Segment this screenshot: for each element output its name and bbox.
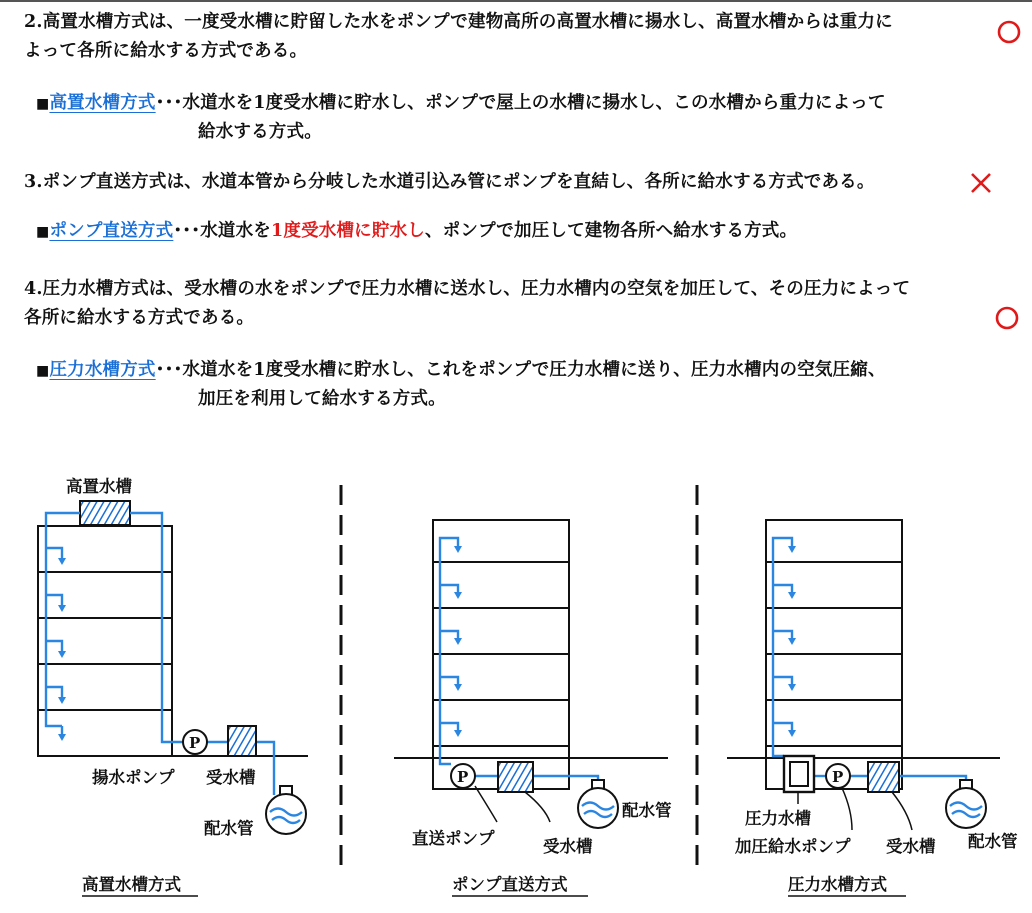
explanation-4-text: ･･･水道水を1度受水槽に貯水し、これをポンプで圧力水槽に送り、圧力水槽内の空気圧縮、 xyxy=(155,360,886,380)
explanation-2-line-2: 給水する方式。 xyxy=(198,122,322,142)
term-pressure-tank-link[interactable]: 圧力水槽方式 xyxy=(49,360,156,380)
pipe-network xyxy=(773,538,966,781)
receiving-tank-label: 受水槽 xyxy=(206,768,256,787)
diagram-pump-direct xyxy=(394,520,672,896)
bullet-square-icon: ■ xyxy=(36,96,50,112)
water-supply-diagrams xyxy=(0,440,1032,910)
elevated-tank-label: 高置水槽 xyxy=(66,477,132,496)
caption-pressure-tank: 圧力水槽方式 xyxy=(788,875,887,894)
question-4-line-1: 4.圧力水槽方式は、受水槽の水をポンプで圧力水槽に送水し、圧力水槽内の空気を加圧して、その圧力によって xyxy=(24,279,911,299)
pump-p-label: P xyxy=(832,768,844,786)
pump-p-label: P xyxy=(457,768,469,786)
water-main-label: 配水管 xyxy=(622,801,672,820)
caption-elevated-tank: 高置水槽方式 xyxy=(82,875,181,894)
elevated-tank-symbol xyxy=(80,501,130,525)
explanation-3-error-highlight: 1度受水槽に貯水し xyxy=(271,221,425,241)
explanation-3-pre: ･･･水道水を xyxy=(173,221,271,241)
caption-pump-direct: ポンプ直送方式 xyxy=(452,875,568,894)
pump-p-label: P xyxy=(189,734,201,752)
lift-pump-label: 揚水ポンプ xyxy=(92,768,175,787)
direct-pump-label: 直送ポンプ xyxy=(412,829,495,848)
bullet-square-icon: ■ xyxy=(36,224,50,240)
receiving-tank-symbol xyxy=(228,726,256,756)
pressure-tank-label: 圧力水槽 xyxy=(745,809,811,828)
water-main-label: 配水管 xyxy=(204,819,254,838)
receiving-tank-symbol xyxy=(498,762,533,792)
receiving-tank-label: 受水槽 xyxy=(543,837,593,856)
correct-mark-icon xyxy=(996,19,1022,45)
receiving-tank-symbol xyxy=(868,762,899,792)
term-pump-direct-link[interactable]: ポンプ直送方式 xyxy=(49,221,174,241)
explanation-3-line-1 xyxy=(36,218,797,246)
question-2-line-1: 2.高置水槽方式は、一度受水槽に貯留した水をポンプで建物高所の高置水槽に揚水し、高置水槽からは重力に xyxy=(24,12,893,32)
explanation-3-post: 、ポンプで加圧して建物各所へ給水する方式。 xyxy=(424,221,798,241)
explanation-4-line-2: 加圧を利用して給水する方式。 xyxy=(198,389,446,409)
correct-mark-icon xyxy=(994,305,1020,331)
question-2-line-2: よって各所に給水する方式である。 xyxy=(24,41,308,61)
top-border xyxy=(0,0,1032,2)
incorrect-mark-icon xyxy=(968,171,994,195)
bullet-square-icon: ■ xyxy=(36,363,50,379)
question-4-line-2: 各所に給水する方式である。 xyxy=(24,308,255,328)
booster-pump-label: 加圧給水ポンプ xyxy=(735,837,851,856)
water-main-label: 配水管 xyxy=(968,832,1018,851)
term-elevated-tank-link[interactable]: 高置水槽方式 xyxy=(49,93,156,113)
question-3-line-1: 3.ポンプ直送方式は、水道本管から分岐した水道引込み管にポンプを直結し、各所に給水する方式である。 xyxy=(24,172,875,192)
diagram-pressure-tank xyxy=(727,520,1018,896)
receiving-tank-label: 受水槽 xyxy=(886,837,936,856)
explanation-4-line-1 xyxy=(36,357,886,385)
explanation-2-text: ･･･水道水を1度受水槽に貯水し、ポンプで屋上の水槽に揚水し、この水槽から重力によって xyxy=(155,93,886,113)
diagram-elevated-tank xyxy=(38,476,308,896)
explanation-2-line-1 xyxy=(36,90,886,118)
pipe-network xyxy=(440,538,598,781)
